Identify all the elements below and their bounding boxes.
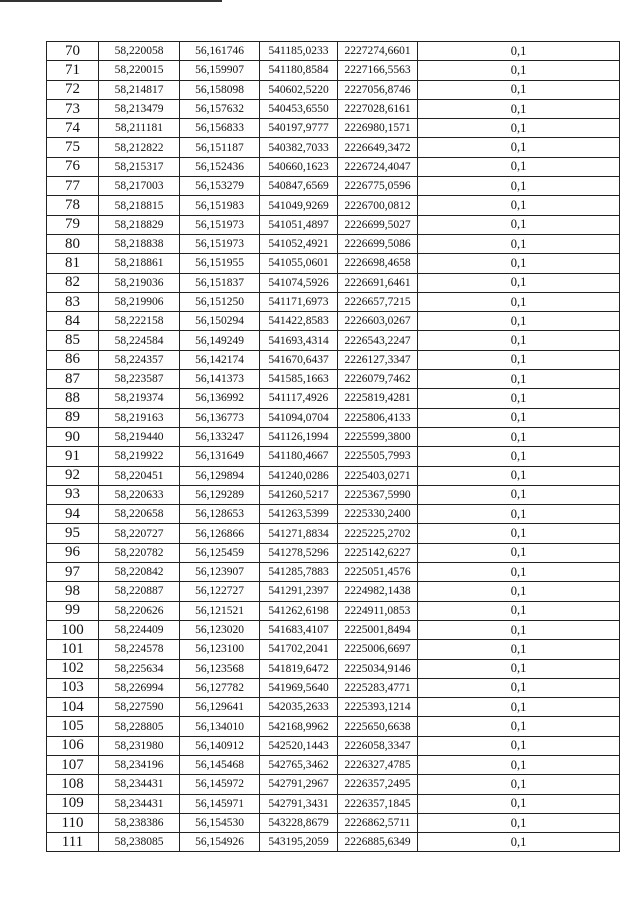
latitude-cell: 58,211181 <box>99 119 180 138</box>
accuracy-cell: 0,1 <box>418 466 620 485</box>
longitude-cell: 56,151973 <box>180 215 260 234</box>
longitude-cell: 56,151983 <box>180 196 260 215</box>
table-row <box>47 485 620 504</box>
longitude-cell: 56,145972 <box>180 775 260 794</box>
latitude-cell: 58,224357 <box>99 350 180 369</box>
y-coordinate-cell: 2227056,8746 <box>338 80 418 99</box>
longitude-cell: 56,123100 <box>180 640 260 659</box>
longitude-cell: 56,140912 <box>180 736 260 755</box>
y-coordinate-cell: 2226862,5711 <box>338 813 418 832</box>
y-coordinate-cell: 2225051,4576 <box>338 563 418 582</box>
x-coordinate-cell: 541278,5296 <box>260 543 338 562</box>
accuracy-cell: 0,1 <box>418 350 620 369</box>
table-row <box>47 61 620 80</box>
x-coordinate-cell: 540602,5220 <box>260 80 338 99</box>
latitude-cell: 58,213479 <box>99 99 180 118</box>
y-coordinate-cell: 2225806,4133 <box>338 408 418 427</box>
longitude-cell: 56,152436 <box>180 157 260 176</box>
point-number-cell: 107 <box>47 755 99 774</box>
x-coordinate-cell: 541285,7883 <box>260 563 338 582</box>
longitude-cell: 56,159907 <box>180 61 260 80</box>
x-coordinate-cell: 541291,2397 <box>260 582 338 601</box>
latitude-cell: 58,215317 <box>99 157 180 176</box>
y-coordinate-cell: 2226700,0812 <box>338 196 418 215</box>
accuracy-cell: 0,1 <box>418 659 620 678</box>
latitude-cell: 58,212822 <box>99 138 180 157</box>
y-coordinate-cell: 2226649,3472 <box>338 138 418 157</box>
point-number-cell: 82 <box>47 273 99 292</box>
y-coordinate-cell: 2226058,3347 <box>338 736 418 755</box>
accuracy-cell: 0,1 <box>418 563 620 582</box>
accuracy-cell: 0,1 <box>418 813 620 832</box>
y-coordinate-cell: 2226543,2247 <box>338 331 418 350</box>
table-row <box>47 234 620 253</box>
latitude-cell: 58,220727 <box>99 524 180 543</box>
y-coordinate-cell: 2226724,4047 <box>338 157 418 176</box>
y-coordinate-cell: 2226691,6461 <box>338 273 418 292</box>
y-coordinate-cell: 2225034,9146 <box>338 659 418 678</box>
longitude-cell: 56,151955 <box>180 254 260 273</box>
x-coordinate-cell: 541702,2041 <box>260 640 338 659</box>
x-coordinate-cell: 541670,6437 <box>260 350 338 369</box>
y-coordinate-cell: 2224982,1438 <box>338 582 418 601</box>
table-row <box>47 408 620 427</box>
y-coordinate-cell: 2224911,0853 <box>338 601 418 620</box>
longitude-cell: 56,142174 <box>180 350 260 369</box>
latitude-cell: 58,219163 <box>99 408 180 427</box>
point-number-cell: 95 <box>47 524 99 543</box>
point-number-cell: 83 <box>47 292 99 311</box>
y-coordinate-cell: 2226699,5086 <box>338 234 418 253</box>
accuracy-cell: 0,1 <box>418 678 620 697</box>
y-coordinate-cell: 2226127,3347 <box>338 350 418 369</box>
y-coordinate-cell: 2225283,4771 <box>338 678 418 697</box>
x-coordinate-cell: 541052,4921 <box>260 234 338 253</box>
y-coordinate-cell: 2226698,4658 <box>338 254 418 273</box>
point-number-cell: 88 <box>47 389 99 408</box>
accuracy-cell: 0,1 <box>418 370 620 389</box>
accuracy-cell: 0,1 <box>418 215 620 234</box>
top-rule <box>0 0 222 2</box>
table-row <box>47 640 620 659</box>
y-coordinate-cell: 2225006,6697 <box>338 640 418 659</box>
point-number-cell: 86 <box>47 350 99 369</box>
accuracy-cell: 0,1 <box>418 447 620 466</box>
x-coordinate-cell: 541055,0601 <box>260 254 338 273</box>
point-number-cell: 102 <box>47 659 99 678</box>
latitude-cell: 58,226994 <box>99 678 180 697</box>
point-number-cell: 111 <box>47 833 99 852</box>
longitude-cell: 56,157632 <box>180 99 260 118</box>
accuracy-cell: 0,1 <box>418 99 620 118</box>
longitude-cell: 56,150294 <box>180 312 260 331</box>
longitude-cell: 56,126866 <box>180 524 260 543</box>
accuracy-cell: 0,1 <box>418 427 620 446</box>
point-number-cell: 103 <box>47 678 99 697</box>
latitude-cell: 58,234196 <box>99 755 180 774</box>
longitude-cell: 56,151837 <box>180 273 260 292</box>
y-coordinate-cell: 2226357,1845 <box>338 794 418 813</box>
coordinates-table-body <box>47 42 620 852</box>
point-number-cell: 93 <box>47 485 99 504</box>
longitude-cell: 56,136992 <box>180 389 260 408</box>
table-row <box>47 563 620 582</box>
coordinates-table <box>46 41 620 852</box>
x-coordinate-cell: 543228,8679 <box>260 813 338 832</box>
point-number-cell: 89 <box>47 408 99 427</box>
x-coordinate-cell: 542791,2967 <box>260 775 338 794</box>
table-row <box>47 466 620 485</box>
y-coordinate-cell: 2226603,0267 <box>338 312 418 331</box>
latitude-cell: 58,224409 <box>99 620 180 639</box>
x-coordinate-cell: 541969,5640 <box>260 678 338 697</box>
latitude-cell: 58,224584 <box>99 331 180 350</box>
point-number-cell: 100 <box>47 620 99 639</box>
accuracy-cell: 0,1 <box>418 80 620 99</box>
point-number-cell: 87 <box>47 370 99 389</box>
x-coordinate-cell: 541051,4897 <box>260 215 338 234</box>
longitude-cell: 56,129289 <box>180 485 260 504</box>
point-number-cell: 84 <box>47 312 99 331</box>
point-number-cell: 85 <box>47 331 99 350</box>
table-row <box>47 794 620 813</box>
latitude-cell: 58,218838 <box>99 234 180 253</box>
point-number-cell: 72 <box>47 80 99 99</box>
point-number-cell: 79 <box>47 215 99 234</box>
latitude-cell: 58,222158 <box>99 312 180 331</box>
table-row <box>47 447 620 466</box>
accuracy-cell: 0,1 <box>418 196 620 215</box>
x-coordinate-cell: 541819,6472 <box>260 659 338 678</box>
latitude-cell: 58,231980 <box>99 736 180 755</box>
x-coordinate-cell: 541171,6973 <box>260 292 338 311</box>
y-coordinate-cell: 2225505,7993 <box>338 447 418 466</box>
longitude-cell: 56,127782 <box>180 678 260 697</box>
y-coordinate-cell: 2225650,6638 <box>338 717 418 736</box>
accuracy-cell: 0,1 <box>418 273 620 292</box>
table-row <box>47 755 620 774</box>
x-coordinate-cell: 541126,1994 <box>260 427 338 446</box>
x-coordinate-cell: 540382,7033 <box>260 138 338 157</box>
x-coordinate-cell: 541240,0286 <box>260 466 338 485</box>
table-row <box>47 157 620 176</box>
latitude-cell: 58,220782 <box>99 543 180 562</box>
accuracy-cell: 0,1 <box>418 775 620 794</box>
latitude-cell: 58,220633 <box>99 485 180 504</box>
y-coordinate-cell: 2226699,5027 <box>338 215 418 234</box>
y-coordinate-cell: 2225225,2702 <box>338 524 418 543</box>
longitude-cell: 56,129641 <box>180 698 260 717</box>
table-row <box>47 196 620 215</box>
point-number-cell: 90 <box>47 427 99 446</box>
accuracy-cell: 0,1 <box>418 582 620 601</box>
longitude-cell: 56,151250 <box>180 292 260 311</box>
latitude-cell: 58,219906 <box>99 292 180 311</box>
table-row <box>47 736 620 755</box>
accuracy-cell: 0,1 <box>418 698 620 717</box>
longitude-cell: 56,154926 <box>180 833 260 852</box>
latitude-cell: 58,218815 <box>99 196 180 215</box>
accuracy-cell: 0,1 <box>418 620 620 639</box>
point-number-cell: 74 <box>47 119 99 138</box>
accuracy-cell: 0,1 <box>418 389 620 408</box>
point-number-cell: 92 <box>47 466 99 485</box>
accuracy-cell: 0,1 <box>418 601 620 620</box>
table-row <box>47 119 620 138</box>
longitude-cell: 56,151187 <box>180 138 260 157</box>
y-coordinate-cell: 2227028,6161 <box>338 99 418 118</box>
point-number-cell: 80 <box>47 234 99 253</box>
accuracy-cell: 0,1 <box>418 61 620 80</box>
accuracy-cell: 0,1 <box>418 234 620 253</box>
table-row <box>47 350 620 369</box>
latitude-cell: 58,219440 <box>99 427 180 446</box>
x-coordinate-cell: 541271,8834 <box>260 524 338 543</box>
latitude-cell: 58,220887 <box>99 582 180 601</box>
accuracy-cell: 0,1 <box>418 254 620 273</box>
table-row <box>47 717 620 736</box>
longitude-cell: 56,128653 <box>180 505 260 524</box>
table-row <box>47 543 620 562</box>
x-coordinate-cell: 540197,9777 <box>260 119 338 138</box>
x-coordinate-cell: 541180,4667 <box>260 447 338 466</box>
longitude-cell: 56,129894 <box>180 466 260 485</box>
y-coordinate-cell: 2225599,3800 <box>338 427 418 446</box>
accuracy-cell: 0,1 <box>418 177 620 196</box>
longitude-cell: 56,145468 <box>180 755 260 774</box>
latitude-cell: 58,218861 <box>99 254 180 273</box>
latitude-cell: 58,218829 <box>99 215 180 234</box>
table-row <box>47 659 620 678</box>
latitude-cell: 58,234431 <box>99 775 180 794</box>
point-number-cell: 108 <box>47 775 99 794</box>
latitude-cell: 58,225634 <box>99 659 180 678</box>
accuracy-cell: 0,1 <box>418 485 620 504</box>
longitude-cell: 56,125459 <box>180 543 260 562</box>
table-row <box>47 215 620 234</box>
point-number-cell: 110 <box>47 813 99 832</box>
table-row <box>47 678 620 697</box>
latitude-cell: 58,220015 <box>99 61 180 80</box>
longitude-cell: 56,134010 <box>180 717 260 736</box>
table-row <box>47 331 620 350</box>
y-coordinate-cell: 2226079,7462 <box>338 370 418 389</box>
table-row <box>47 620 620 639</box>
table-row <box>47 389 620 408</box>
x-coordinate-cell: 542035,2633 <box>260 698 338 717</box>
y-coordinate-cell: 2225367,5990 <box>338 485 418 504</box>
y-coordinate-cell: 2225330,2400 <box>338 505 418 524</box>
point-number-cell: 97 <box>47 563 99 582</box>
x-coordinate-cell: 541260,5217 <box>260 485 338 504</box>
accuracy-cell: 0,1 <box>418 755 620 774</box>
y-coordinate-cell: 2225393,1214 <box>338 698 418 717</box>
latitude-cell: 58,220626 <box>99 601 180 620</box>
x-coordinate-cell: 541094,0704 <box>260 408 338 427</box>
accuracy-cell: 0,1 <box>418 640 620 659</box>
point-number-cell: 71 <box>47 61 99 80</box>
accuracy-cell: 0,1 <box>418 408 620 427</box>
latitude-cell: 58,224578 <box>99 640 180 659</box>
y-coordinate-cell: 2227274,6601 <box>338 42 418 61</box>
y-coordinate-cell: 2226327,4785 <box>338 755 418 774</box>
latitude-cell: 58,238386 <box>99 813 180 832</box>
point-number-cell: 91 <box>47 447 99 466</box>
y-coordinate-cell: 2226357,2495 <box>338 775 418 794</box>
y-coordinate-cell: 2226885,6349 <box>338 833 418 852</box>
longitude-cell: 56,123020 <box>180 620 260 639</box>
y-coordinate-cell: 2227166,5563 <box>338 61 418 80</box>
longitude-cell: 56,136773 <box>180 408 260 427</box>
latitude-cell: 58,220451 <box>99 466 180 485</box>
table-row <box>47 582 620 601</box>
longitude-cell: 56,131649 <box>180 447 260 466</box>
x-coordinate-cell: 541683,4107 <box>260 620 338 639</box>
accuracy-cell: 0,1 <box>418 331 620 350</box>
latitude-cell: 58,234431 <box>99 794 180 813</box>
x-coordinate-cell: 541049,9269 <box>260 196 338 215</box>
table-row <box>47 138 620 157</box>
point-number-cell: 78 <box>47 196 99 215</box>
latitude-cell: 58,238085 <box>99 833 180 852</box>
table-row <box>47 312 620 331</box>
point-number-cell: 73 <box>47 99 99 118</box>
accuracy-cell: 0,1 <box>418 42 620 61</box>
longitude-cell: 56,151973 <box>180 234 260 253</box>
longitude-cell: 56,141373 <box>180 370 260 389</box>
x-coordinate-cell: 541262,6198 <box>260 601 338 620</box>
x-coordinate-cell: 543195,2059 <box>260 833 338 852</box>
latitude-cell: 58,228805 <box>99 717 180 736</box>
y-coordinate-cell: 2225403,0271 <box>338 466 418 485</box>
x-coordinate-cell: 541185,0233 <box>260 42 338 61</box>
longitude-cell: 56,133247 <box>180 427 260 446</box>
accuracy-cell: 0,1 <box>418 543 620 562</box>
accuracy-cell: 0,1 <box>418 119 620 138</box>
y-coordinate-cell: 2226657,7215 <box>338 292 418 311</box>
latitude-cell: 58,227590 <box>99 698 180 717</box>
table-row <box>47 42 620 61</box>
table-row <box>47 80 620 99</box>
point-number-cell: 75 <box>47 138 99 157</box>
accuracy-cell: 0,1 <box>418 312 620 331</box>
table-row <box>47 427 620 446</box>
accuracy-cell: 0,1 <box>418 524 620 543</box>
longitude-cell: 56,154530 <box>180 813 260 832</box>
x-coordinate-cell: 541180,8584 <box>260 61 338 80</box>
point-number-cell: 106 <box>47 736 99 755</box>
table-row <box>47 813 620 832</box>
latitude-cell: 58,217003 <box>99 177 180 196</box>
y-coordinate-cell: 2225819,4281 <box>338 389 418 408</box>
longitude-cell: 56,121521 <box>180 601 260 620</box>
latitude-cell: 58,220058 <box>99 42 180 61</box>
table-row <box>47 698 620 717</box>
longitude-cell: 56,123568 <box>180 659 260 678</box>
accuracy-cell: 0,1 <box>418 833 620 852</box>
accuracy-cell: 0,1 <box>418 138 620 157</box>
table-row <box>47 505 620 524</box>
latitude-cell: 58,219922 <box>99 447 180 466</box>
accuracy-cell: 0,1 <box>418 736 620 755</box>
latitude-cell: 58,219036 <box>99 273 180 292</box>
x-coordinate-cell: 541263,5399 <box>260 505 338 524</box>
table-row <box>47 273 620 292</box>
point-number-cell: 96 <box>47 543 99 562</box>
x-coordinate-cell: 540453,6550 <box>260 99 338 118</box>
accuracy-cell: 0,1 <box>418 794 620 813</box>
table-row <box>47 601 620 620</box>
point-number-cell: 76 <box>47 157 99 176</box>
x-coordinate-cell: 542520,1443 <box>260 736 338 755</box>
point-number-cell: 104 <box>47 698 99 717</box>
accuracy-cell: 0,1 <box>418 717 620 736</box>
x-coordinate-cell: 541693,4314 <box>260 331 338 350</box>
x-coordinate-cell: 540660,1623 <box>260 157 338 176</box>
latitude-cell: 58,223587 <box>99 370 180 389</box>
accuracy-cell: 0,1 <box>418 505 620 524</box>
longitude-cell: 56,123907 <box>180 563 260 582</box>
x-coordinate-cell: 542765,3462 <box>260 755 338 774</box>
point-number-cell: 99 <box>47 601 99 620</box>
y-coordinate-cell: 2225001,8494 <box>338 620 418 639</box>
x-coordinate-cell: 541074,5926 <box>260 273 338 292</box>
longitude-cell: 56,156833 <box>180 119 260 138</box>
longitude-cell: 56,122727 <box>180 582 260 601</box>
point-number-cell: 81 <box>47 254 99 273</box>
latitude-cell: 58,220658 <box>99 505 180 524</box>
x-coordinate-cell: 541117,4926 <box>260 389 338 408</box>
accuracy-cell: 0,1 <box>418 157 620 176</box>
point-number-cell: 70 <box>47 42 99 61</box>
table-row <box>47 292 620 311</box>
table-row <box>47 524 620 543</box>
x-coordinate-cell: 542791,3431 <box>260 794 338 813</box>
point-number-cell: 77 <box>47 177 99 196</box>
longitude-cell: 56,145971 <box>180 794 260 813</box>
table-row <box>47 177 620 196</box>
table-row <box>47 775 620 794</box>
point-number-cell: 98 <box>47 582 99 601</box>
point-number-cell: 105 <box>47 717 99 736</box>
y-coordinate-cell: 2225142,6227 <box>338 543 418 562</box>
point-number-cell: 94 <box>47 505 99 524</box>
x-coordinate-cell: 541585,1663 <box>260 370 338 389</box>
x-coordinate-cell: 542168,9962 <box>260 717 338 736</box>
longitude-cell: 56,153279 <box>180 177 260 196</box>
longitude-cell: 56,158098 <box>180 80 260 99</box>
table-row <box>47 254 620 273</box>
y-coordinate-cell: 2226980,1571 <box>338 119 418 138</box>
table-row <box>47 99 620 118</box>
point-number-cell: 101 <box>47 640 99 659</box>
table-row <box>47 370 620 389</box>
accuracy-cell: 0,1 <box>418 292 620 311</box>
table-row <box>47 833 620 852</box>
point-number-cell: 109 <box>47 794 99 813</box>
y-coordinate-cell: 2226775,0596 <box>338 177 418 196</box>
latitude-cell: 58,220842 <box>99 563 180 582</box>
longitude-cell: 56,149249 <box>180 331 260 350</box>
latitude-cell: 58,219374 <box>99 389 180 408</box>
x-coordinate-cell: 541422,8583 <box>260 312 338 331</box>
longitude-cell: 56,161746 <box>180 42 260 61</box>
x-coordinate-cell: 540847,6569 <box>260 177 338 196</box>
latitude-cell: 58,214817 <box>99 80 180 99</box>
